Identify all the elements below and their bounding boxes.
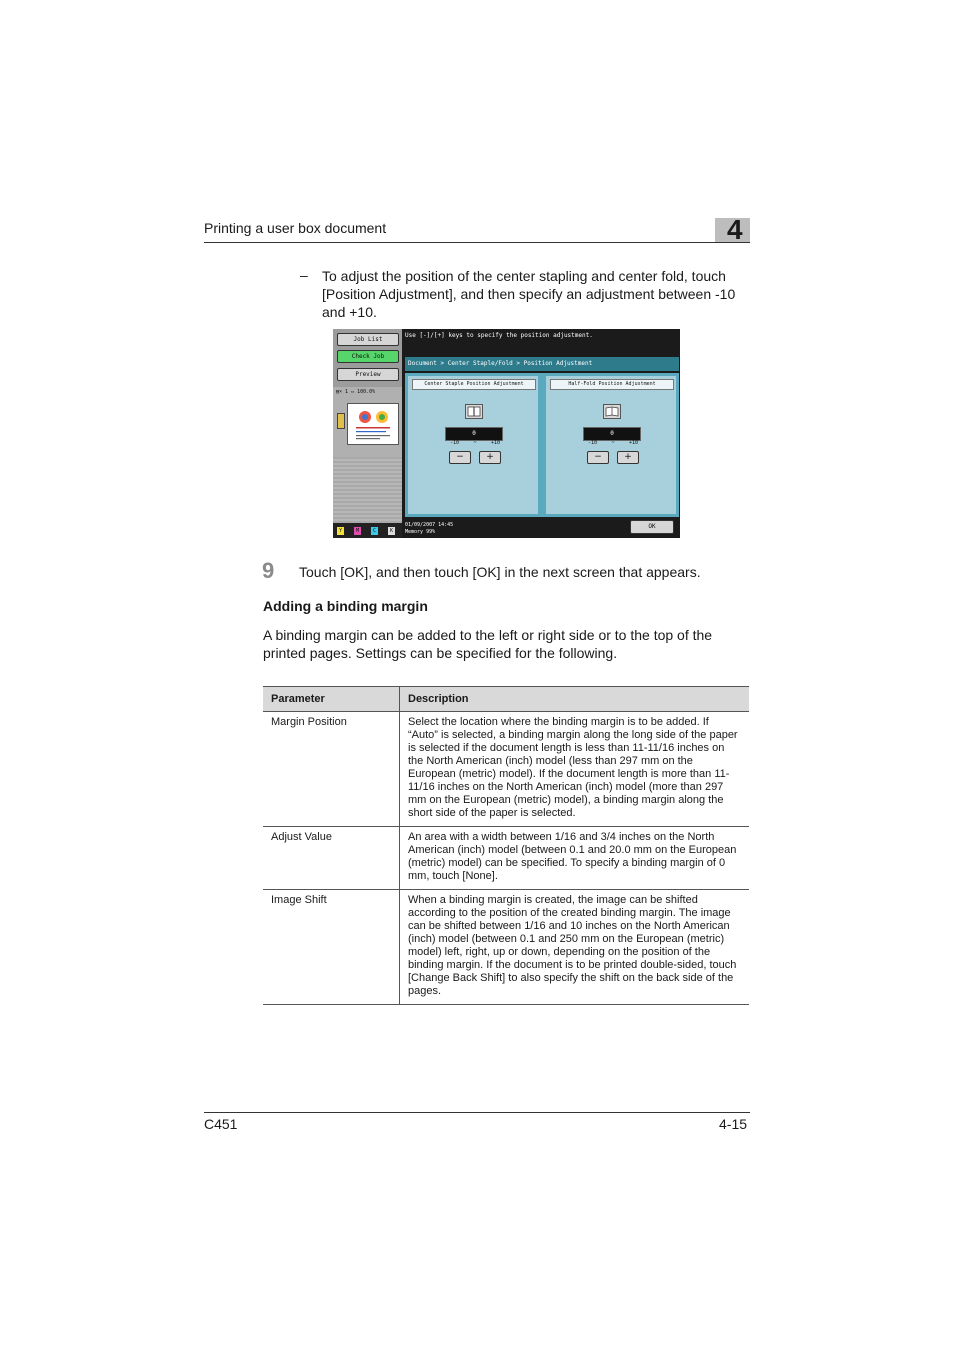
status-bar [405,522,453,536]
section-title: Adding a binding margin [263,598,428,614]
toner-indicator [333,523,402,538]
range-max: +10 [628,440,638,446]
desc-cell: Select the location where the binding margin is to be added. If “Auto” is selected, a binding margin along the long side of the paper is selected if the document length is less than 11-11/16 inches on the North American (inch) model (less than 297 mm on the European (metric) model). If the document length is more than 11-11/16 inches on the North American (inch) model (more than 297 mm on the European (metric) model), a binding margin along the short side of the paper is selected. [400,712,750,827]
range-max: +10 [490,440,500,446]
job-list-button[interactable]: Job List [337,333,399,346]
desc-cell: An area with a width between 1/16 and 3/4 inches on the North American (inch) model (between 0.1 and 20.0 mm on the European (metric) model) can be specified. To specify a binding margin of 0 mm, touch [None]. [400,827,750,890]
copy-info: ▤× 1 ▭ 100.0% [336,389,376,395]
page-thumbnail [347,403,399,445]
param-cell: Margin Position [263,712,400,827]
panel-texture [333,457,402,523]
center-staple-value[interactable]: 0 [445,427,503,441]
toner-y: Y [338,528,342,534]
orientation-icon [337,413,345,429]
footer-model: C451 [204,1116,238,1132]
center-staple-title: Center Staple Position Adjustment [412,379,536,390]
header-rule [204,242,750,243]
range-min: -10 [450,440,460,446]
device-screen-figure [333,329,680,538]
bullet-dash: – [300,267,308,283]
footer-page-number: 4-15 [719,1116,748,1132]
check-job-button[interactable]: Check Job [337,350,399,363]
half-fold-panel [546,376,676,514]
desc-cell: When a binding margin is created, the image can be shifted according to the position of the created binding margin. The image can be shifted between 1/16 and 10 inches on the North American (inch) model (between 0.1 and 250 mm on the European (metric) model) left, right, up or down, depending on the position of the binding margin. If the document is to be printed double-sided, touch [Change Back Shift] to also specify the shift on the back side of the pages. [400,890,750,1005]
fold-book-icon [603,404,621,419]
half-fold-value[interactable]: 0 [583,427,641,441]
parameter-table [263,686,749,1005]
half-fold-plus-button[interactable]: + [617,451,639,464]
toner-k: K [389,528,393,534]
left-panel [333,329,402,538]
staple-icon [465,404,483,419]
range-tilde: ~ [611,440,615,446]
param-cell: Adjust Value [263,827,400,890]
preview-button[interactable]: Preview [337,368,399,381]
header-parameter: Parameter [263,687,400,712]
screen-breadcrumb: Document > Center Staple/Fold > Position Adjustment [405,357,679,371]
toner-m: M [355,528,359,534]
status-memory: Memory 99% [405,529,436,535]
adjustment-area [405,373,679,517]
step-number: 9 [262,558,275,583]
running-header: Printing a user box document [204,220,387,236]
table-row [263,890,749,1005]
range-tilde: ~ [473,440,477,446]
header-description: Description [400,687,750,712]
status-datetime: 01/09/2007 14:45 [405,522,454,528]
chapter-number: 4 [727,214,743,245]
footer-rule [204,1112,750,1113]
bullet-text: To adjust the position of the center stapling and center fold, touch [Position Adjustment], and then specify an adjustment between -10 and +10. [322,268,736,320]
table-header-row [263,687,749,712]
half-fold-range [588,440,638,446]
table-row [263,827,749,890]
toner-c: C [372,528,376,534]
step-text: Touch [OK], and then touch [OK] in the next screen that appears. [299,564,701,580]
center-staple-minus-button[interactable]: − [449,451,471,464]
ok-button[interactable]: OK [630,520,674,534]
center-staple-range [450,440,500,446]
table-row [263,712,749,827]
half-fold-minus-button[interactable]: − [587,451,609,464]
range-min: -10 [588,440,598,446]
param-cell: Image Shift [263,890,400,1005]
half-fold-title: Half-Fold Position Adjustment [550,379,674,390]
screen-message: Use [-]/[+] keys to specify the position adjustment. [405,332,593,339]
center-staple-panel [408,376,538,514]
intro-paragraph: A binding margin can be added to the left or right side or to the top of the printed pages. Settings can be specified for the following. [263,627,713,661]
center-staple-plus-button[interactable]: + [479,451,501,464]
